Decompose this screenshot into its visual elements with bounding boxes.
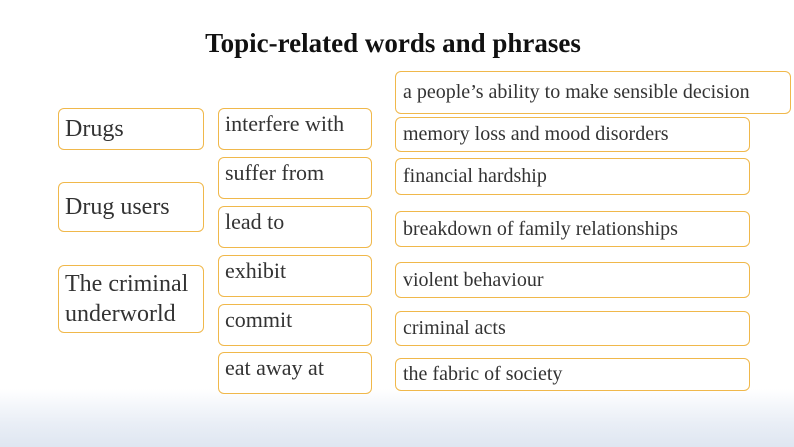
- category-drugs[interactable]: Drugs: [58, 108, 204, 150]
- object-family-breakdown[interactable]: breakdown of family relationships: [395, 211, 750, 247]
- category-criminal-underworld[interactable]: The criminal underworld: [58, 265, 204, 333]
- page-title: Topic-related words and phrases: [205, 28, 581, 58]
- object-fabric-of-society[interactable]: the fabric of society: [395, 358, 750, 391]
- object-financial-hardship[interactable]: financial hardship: [395, 158, 750, 195]
- object-violent-behaviour[interactable]: violent behaviour: [395, 262, 750, 298]
- background-band: [0, 389, 794, 447]
- verb-exhibit[interactable]: exhibit: [218, 255, 372, 297]
- object-memory-loss[interactable]: memory loss and mood disorders: [395, 117, 750, 152]
- object-sensible-decision[interactable]: a people’s ability to make sensible decision: [395, 71, 791, 114]
- verb-eat-away-at[interactable]: eat away at: [218, 352, 372, 394]
- verb-suffer-from[interactable]: suffer from: [218, 157, 372, 199]
- verb-lead-to[interactable]: lead to: [218, 206, 372, 248]
- verb-commit[interactable]: commit: [218, 304, 372, 346]
- verb-interfere-with[interactable]: interfere with: [218, 108, 372, 150]
- object-criminal-acts[interactable]: criminal acts: [395, 311, 750, 346]
- category-drug-users[interactable]: Drug users: [58, 182, 204, 232]
